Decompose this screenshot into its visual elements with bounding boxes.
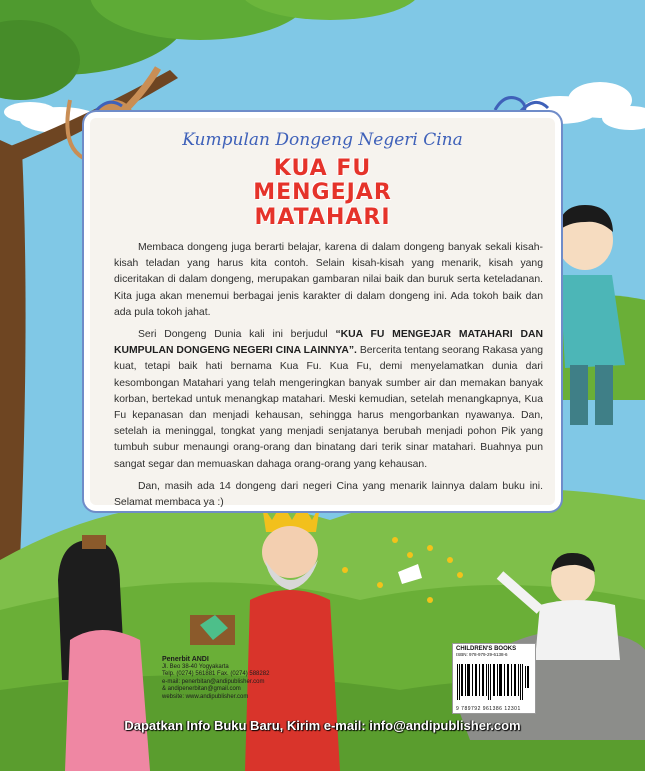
tree-trunk bbox=[0, 140, 26, 570]
barcode-box bbox=[452, 643, 536, 714]
publisher-email: e-mail: penerbitan@andipublisher.com bbox=[162, 678, 265, 685]
synopsis-paragraph-3: Dan, masih ada 14 dongeng dari negeri Cina yang menarik lainnya dalam buku ini. Selamat membaca ya :) bbox=[114, 480, 543, 509]
barcode-ean: 9 789792 961386 bbox=[456, 706, 503, 712]
book-title-line-2: MENGEJAR bbox=[253, 180, 392, 205]
synopsis-paragraph-1: Membaca dongeng juga berarti belajar, karena di dalam dongeng banyak sekali kisah-kisah teladan yang harus kita contoh. Selain kisah-kisah yang menarik, kisah yang diceritakan di dalam dongeng, merupakan gambaran nilai baik dan buruk serta keteladanan. Kita juga akan menemui berbagai jenis karakter di dalam dongeng ini. Ada tokoh baik dan ada pula tokoh jahat. bbox=[114, 242, 543, 318]
synopsis-p2-book-title: “KUA FU MENGEJAR MATAHARI DAN KUMPULAN DONGENG NEGERI CINA LAINNYA”. bbox=[114, 329, 543, 357]
barcode-category: CHILDREN'S BOOKS bbox=[456, 646, 517, 652]
synopsis-p2-rest: Bercerita tentang seorang Rakasa yang kuat, tetapi baik hati bernama Kua Fu. Kua Fu, demi menyelamatkan dunia dari kesombongan Matahari yang telah mengeringkan banyak sumber air dan memakan banyak korban, bertekad untuk menangkap matahari. Meski kemudian, setelah menangkapnya, Kua Fu kepanasan dan menjadi kehausan, sehingga harus mengorbankan nyawanya. Dan, setelah ia meninggal, tongkat yang menjadi senjatanya berubah menjadi pohon Pik yang tumbuh subur menaungi orang-orang dan binatang dari terik sinar matahari. Buahnya pun sangat segar dan memuaskan dahaga orang-orang yang kehausan. bbox=[114, 345, 543, 470]
synopsis-p2-intro: Seri Dongeng Dunia kali ini berjudul bbox=[138, 329, 328, 341]
barcode-code: 12301 bbox=[504, 706, 521, 712]
synopsis-paragraph-2 bbox=[114, 327, 543, 473]
book-title-line-3: MATAHARI bbox=[254, 205, 391, 230]
publisher-name: Penerbit ANDI bbox=[162, 656, 209, 663]
publisher-address: Jl. Beo 38-40 Yogyakarta bbox=[162, 663, 229, 670]
treasure-chest bbox=[190, 615, 235, 645]
barcode-isbn: ISBN: 978-979-29-6138-6 bbox=[456, 652, 508, 657]
text-panel bbox=[90, 118, 555, 509]
publisher-social: & andipenerbitan@gmail.com bbox=[162, 686, 241, 692]
footer-contact: Dapatkan Info Buku Baru, Kirim e-mail: info@andipublisher.com bbox=[124, 718, 521, 733]
series-title: Kumpulan Dongeng Negeri Cina bbox=[182, 130, 463, 150]
publisher-info bbox=[162, 656, 292, 701]
barcode-number bbox=[456, 706, 521, 712]
publisher-phone: Telp. (0274) 561881 Fax. (0274) 588282 bbox=[162, 671, 270, 677]
book-title-line-1: KUA FU bbox=[273, 156, 372, 181]
publisher-website: website: www.andipublisher.com bbox=[162, 693, 249, 700]
barcode-bars bbox=[457, 664, 531, 700]
synopsis bbox=[114, 240, 543, 517]
